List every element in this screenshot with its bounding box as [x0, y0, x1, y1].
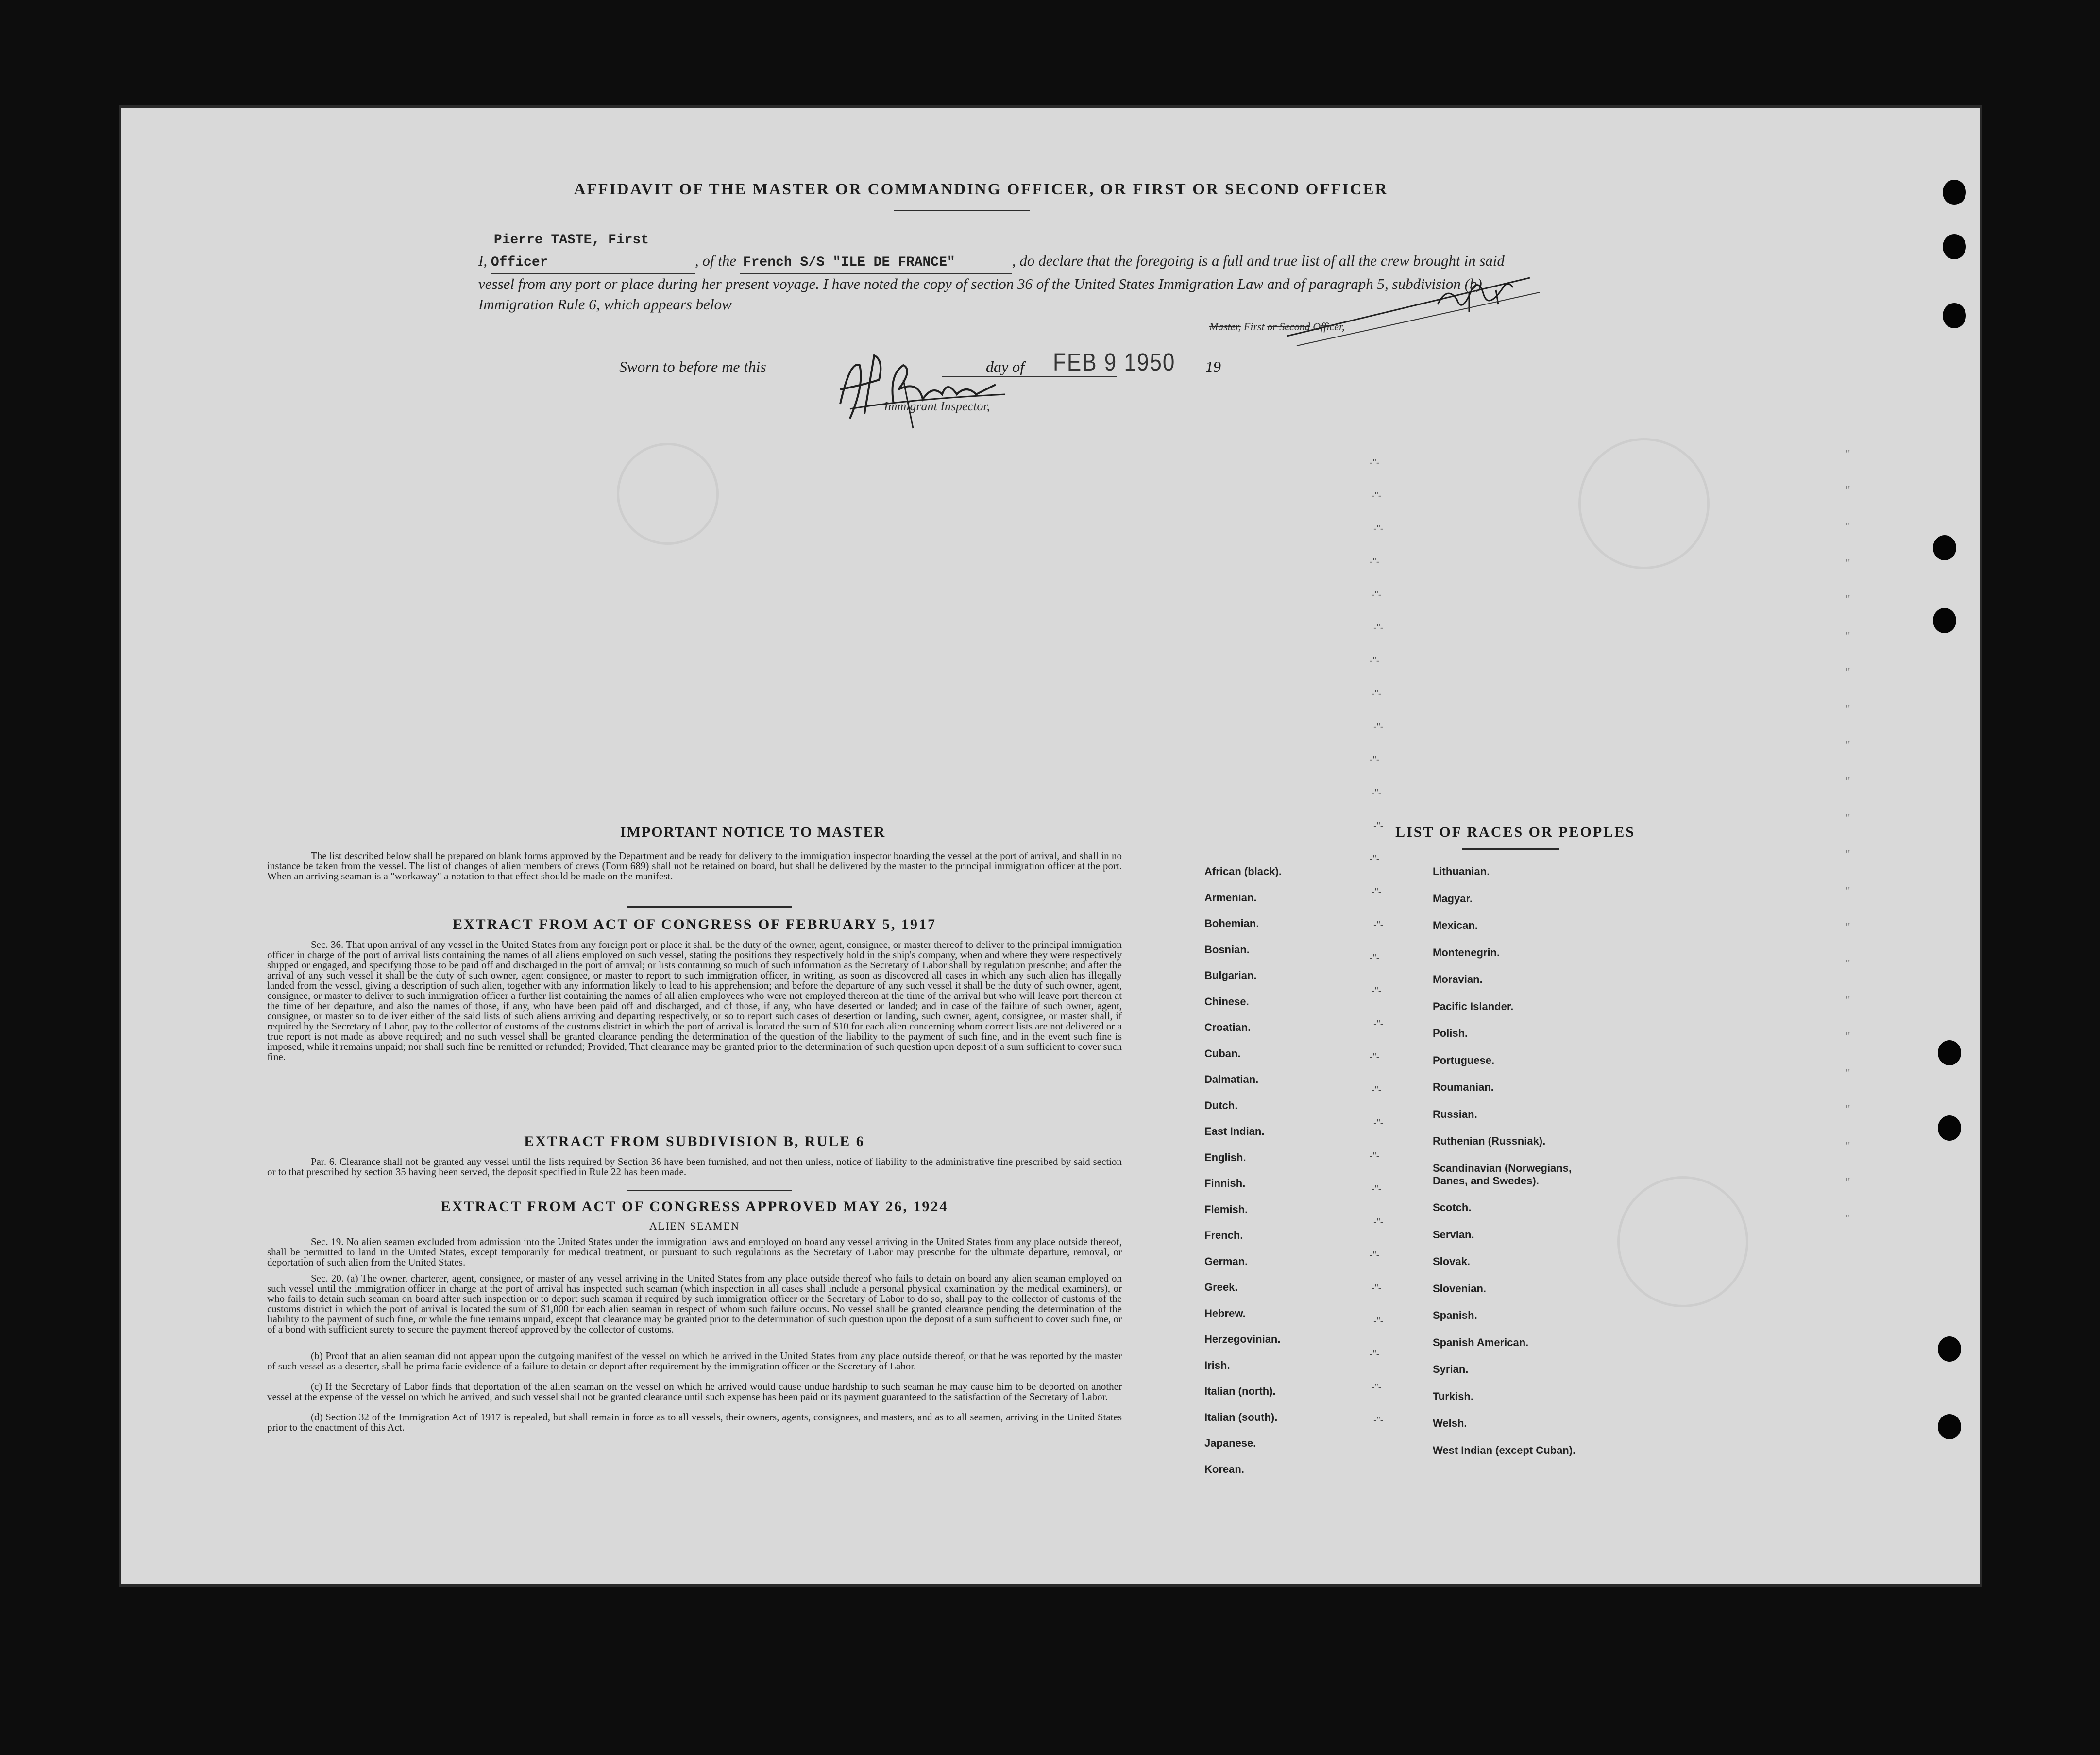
- race-item: French.: [1204, 1229, 1243, 1241]
- faint-stamp: [1578, 438, 1710, 569]
- ditto-mark: -"-: [1370, 457, 1380, 468]
- of-the-text: , of the: [694, 252, 737, 269]
- ditto-mark: -"-: [1373, 722, 1384, 732]
- row-quote-mark: ": [1846, 1176, 1850, 1189]
- row-quote-mark: ": [1846, 1140, 1850, 1152]
- race-item: Roumanian.: [1433, 1081, 1494, 1093]
- signer-second: or Second: [1267, 321, 1310, 333]
- race-item: German.: [1204, 1255, 1248, 1267]
- ditto-mark: -"-: [1373, 1019, 1384, 1029]
- ditto-mark: -"-: [1370, 557, 1380, 567]
- race-item: Mexican.: [1433, 919, 1478, 931]
- date-stamp: FEB 9 1950: [1053, 349, 1176, 376]
- punch-hole: [1933, 535, 1956, 560]
- extract-rule6-heading: EXTRACT FROM SUBDIVISION B, RULE 6: [524, 1133, 865, 1149]
- notice-text: The list described below shall be prepared on blank forms approved by the Department and be ready for delivery to the immigration inspector boarding the vessel at the port of arrival, and shall in no instance be taken from the vessel. The list of changes of alien members of crews (Form 689) shall not be retained on board, but shall be delivered by the master to the principal immigration officer at the port. When an arriving seaman is a "workaway" a notation to that effect should be made on the manifest.: [267, 850, 1122, 882]
- ship-name: French S/S "ILE DE FRANCE": [743, 255, 955, 270]
- faint-stamp: [617, 443, 719, 545]
- race-item: Russian.: [1433, 1108, 1477, 1120]
- row-quote-mark: ": [1846, 630, 1850, 642]
- ditto-mark: -"-: [1370, 755, 1380, 765]
- race-item: English.: [1204, 1151, 1246, 1164]
- race-item: Welsh.: [1433, 1417, 1467, 1429]
- race-item: Ruthenian (Russniak).: [1433, 1135, 1546, 1147]
- row-quote-mark: ": [1846, 739, 1850, 752]
- declaration-prefix: I,: [478, 252, 488, 269]
- extract-1924-sec20b: (b) Proof that an alien seaman did not appear upon the outgoing manifest of the vessel on which he arrived in the United States from any place outside thereof, or that he was reported by the master of such vessel as a deserter, shall be prima facie evidence of a failure to detain or deport after requirement by the immigration officer or the Secretary of Labor.: [267, 1350, 1122, 1372]
- ditto-mark: -"-: [1372, 1382, 1382, 1393]
- race-item: Flemish.: [1204, 1203, 1248, 1215]
- ditto-mark: -"-: [1373, 821, 1384, 831]
- row-quote-mark: ": [1846, 776, 1850, 788]
- manifest-page: [121, 108, 1980, 1584]
- row-quote-mark: ": [1846, 521, 1850, 533]
- race-item: Bulgarian.: [1204, 969, 1257, 981]
- race-item: Croatian.: [1204, 1021, 1251, 1033]
- race-item: Montenegrin.: [1433, 946, 1500, 959]
- row-quote-mark: ": [1846, 484, 1850, 497]
- signer-title: [1209, 321, 1345, 333]
- race-item: Magyar.: [1433, 892, 1473, 905]
- race-item: Spanish.: [1433, 1309, 1477, 1321]
- punch-hole: [1938, 1115, 1961, 1141]
- race-item: Pacific Islander.: [1433, 1000, 1514, 1012]
- row-quote-mark: ": [1846, 1030, 1850, 1043]
- punch-hole: [1943, 234, 1966, 259]
- row-quote-mark: ": [1846, 921, 1850, 934]
- ditto-mark: -"-: [1370, 1151, 1380, 1162]
- race-item: Armenian.: [1204, 891, 1257, 904]
- row-quote-mark: ": [1846, 557, 1850, 570]
- ditto-mark: -"-: [1370, 953, 1380, 963]
- ditto-mark: -"-: [1372, 1085, 1382, 1096]
- ditto-mark: -"-: [1373, 1316, 1384, 1327]
- ditto-mark: -"-: [1372, 689, 1382, 699]
- race-item: Slovenian.: [1433, 1282, 1487, 1295]
- sworn-prefix: Sworn to before me this: [619, 358, 766, 375]
- row-quote-mark: ": [1846, 703, 1850, 715]
- day-of-label: day of: [986, 358, 1025, 375]
- race-item: Servian.: [1433, 1228, 1474, 1241]
- race-item: West Indian (except Cuban).: [1433, 1444, 1576, 1456]
- notice-title: IMPORTANT NOTICE TO MASTER: [620, 824, 886, 840]
- race-item: Irish.: [1204, 1359, 1230, 1371]
- section-rule: [627, 1190, 792, 1191]
- extract-rule6-text: Par. 6. Clearance shall not be granted any vessel until the lists required by Section 36 have been furnished, and not then unless, notice of liability to the administrative fine prescribed by said section or to that prescribed by section 35 having been served, the deposit specified in Rule 22 has been made.: [267, 1156, 1122, 1178]
- ditto-mark: -"-: [1372, 490, 1382, 501]
- ditto-mark: -"-: [1373, 523, 1384, 534]
- race-item: Polish.: [1433, 1027, 1468, 1039]
- race-item: Bohemian.: [1204, 917, 1259, 929]
- section-rule: [627, 906, 792, 908]
- race-item: Italian (south).: [1204, 1411, 1278, 1423]
- row-quote-mark: ": [1846, 666, 1850, 679]
- race-item: Moravian.: [1433, 973, 1483, 985]
- race-item: Italian (north).: [1204, 1385, 1276, 1397]
- race-item: Hebrew.: [1204, 1307, 1246, 1319]
- signer-first: First: [1243, 321, 1265, 333]
- extract-1924-sec20c: (c) If the Secretary of Labor finds that deportation of the alien seaman on the vessel on which he arrived would cause undue hardship to such seaman he may cause him to be deported on another vessel at the expense of the vessel on which he arrived, and such vessel shall not be granted clearance until such expense has been paid or its payment guaranteed to the satisfaction of the Secretary of Labor.: [267, 1381, 1122, 1402]
- race-item: Dutch.: [1204, 1099, 1238, 1112]
- race-item: Syrian.: [1433, 1363, 1469, 1375]
- ditto-mark: -"-: [1370, 1250, 1380, 1261]
- races-rule: [1462, 848, 1559, 850]
- ditto-mark: -"-: [1373, 623, 1384, 633]
- declare-text: , do declare: [1012, 252, 1083, 269]
- row-quote-mark: ": [1846, 885, 1850, 897]
- row-quote-mark: ": [1846, 848, 1850, 861]
- ditto-mark: -"-: [1373, 1415, 1384, 1426]
- races-title: LIST OF RACES OR PEOPLES: [1395, 824, 1635, 840]
- punch-hole: [1943, 303, 1966, 328]
- punch-hole: [1938, 1040, 1961, 1065]
- signer-officer: Officer,: [1313, 321, 1345, 333]
- race-item: Lithuanian.: [1433, 865, 1490, 878]
- alien-seamen-subheading: ALIEN SEAMEN: [649, 1220, 740, 1232]
- race-item: Finnish.: [1204, 1177, 1246, 1189]
- punch-hole: [1938, 1414, 1961, 1439]
- race-item: East Indian.: [1204, 1125, 1265, 1137]
- signer-master: Master,: [1209, 321, 1241, 333]
- extract-1924-heading: EXTRACT FROM ACT OF CONGRESS APPROVED MAY 26, 1924: [440, 1198, 948, 1215]
- extract-1917-heading: EXTRACT FROM ACT OF CONGRESS OF FEBRUARY 5, 1917: [452, 916, 937, 932]
- ditto-mark: -"-: [1370, 656, 1380, 666]
- row-quote-mark: ": [1846, 1213, 1850, 1225]
- row-quote-mark: ": [1846, 593, 1850, 606]
- affidavit-title: AFFIDAVIT OF THE MASTER OR COMMANDING OFFICER, OR FIRST OR SECOND OFFICER: [574, 181, 1389, 198]
- ditto-mark: -"-: [1370, 1052, 1380, 1063]
- ditto-mark: -"-: [1370, 854, 1380, 864]
- ditto-mark: -"-: [1372, 986, 1382, 996]
- inspector-label: Immigrant Inspector,: [884, 399, 990, 413]
- ditto-mark: -"-: [1370, 1349, 1380, 1360]
- row-quote-mark: ": [1846, 812, 1850, 825]
- race-item: Greek.: [1204, 1281, 1238, 1293]
- declaration-body: that the foregoing is a full and true list of all the crew brought in said vessel from any port or place during her present voyage. I have noted the copy of section 36 of the United States Immigration Law and of paragraph 5, subdivision (b) Immigration Rule 6, which appears below: [478, 252, 1505, 313]
- ditto-mark: -"-: [1373, 1217, 1384, 1228]
- year-prefix: 19: [1205, 358, 1221, 375]
- row-quote-mark: ": [1846, 994, 1850, 1007]
- race-item: Spanish American.: [1433, 1336, 1529, 1349]
- race-item: Dalmatian.: [1204, 1073, 1259, 1085]
- punch-hole: [1938, 1336, 1961, 1362]
- race-item: Slovak.: [1433, 1255, 1471, 1267]
- faint-stamp: [1617, 1176, 1748, 1307]
- race-item: Bosnian.: [1204, 943, 1250, 956]
- race-item: Japanese.: [1204, 1437, 1256, 1449]
- punch-hole: [1943, 180, 1966, 205]
- race-item: African (black).: [1204, 865, 1282, 878]
- race-item: Chinese.: [1204, 995, 1249, 1008]
- title-rule: [894, 210, 1030, 211]
- race-item: Scotch.: [1433, 1201, 1472, 1214]
- officer-signature: [1277, 268, 1549, 351]
- extract-1924-sec20a: Sec. 20. (a) The owner, charterer, agent, consignee, or master of any vessel arriving in the United States from any place outside thereof who fails to detain on board any alien seaman employed on such vessel until the immigration officer in charge at the port of arrival has inspected such seaman (which inspection in all cases shall include a personal physical examination by the medical examiners), or who fails to detain such seaman on board after such inspection or to deport such seaman if required by such immigration officer or the Secretary of Labor to do so, shall pay to the collector of customs of the customs district in which the port of arrival is located the sum of $1,000 for each alien seaman in respect of whom such failure occurs. No vessel shall be granted clearance pending the determination of the liability to the payment of such fine, or while the fine remains unpaid, except that clearance may be granted prior to the determination of such question upon the deposit of a sum sufficient to cover such fine, or of a bond with sufficient surety to secure the payment thereof approved by the collector of customs.: [267, 1272, 1122, 1335]
- race-item: Portuguese.: [1433, 1054, 1495, 1066]
- row-quote-mark: ": [1846, 958, 1850, 970]
- race-item: Turkish.: [1433, 1390, 1473, 1402]
- ditto-mark: -"-: [1373, 1118, 1384, 1129]
- race-item: Scandinavian (Norwegians, Danes, and Swedes).: [1433, 1162, 1572, 1187]
- punch-hole: [1933, 608, 1956, 633]
- row-quote-mark: ": [1846, 448, 1850, 460]
- ditto-mark: -"-: [1372, 590, 1382, 600]
- extract-1924-sec19: Sec. 19. No alien seamen excluded from admission into the United States under the immigration laws and employed on board any vessel arriving in the United States from any place outside thereof, shall be permitted to land in the United States, except temporarily for medical treatment, or pursuant to such regulations as the Secretary of Labor may prescribe for the ultimate departure, removal, or deportation of such alien from the United States.: [267, 1236, 1122, 1268]
- ditto-mark: -"-: [1372, 887, 1382, 897]
- race-item: Korean.: [1204, 1463, 1244, 1475]
- ditto-mark: -"-: [1373, 920, 1384, 930]
- row-quote-mark: ": [1846, 1103, 1850, 1116]
- extract-1917-text: Sec. 36. That upon arrival of any vessel in the United States from any foreign port or place it shall be the duty of the owner, agent, consignee, or master thereof to deliver to the principal immigration officer in charge of the port of arrival lists containing the names of all aliens employed on such vessel, stating the positions they respectively hold in the ship's company, when and where they were respectively shipped or engaged, and specifying those to be paid off and discharged in the port of arrival; or lists containing so much of such information as the Secretary of Labor shall by regulation prescribe; and after the arrival of any such vessel it shall be the duty of such owner, agent consignee, or master to report to such immigration officer, in writing, as soon as discovered all cases in which any such alien has illegally landed from the vessel, giving a description of such alien, together with any information likely to lead to his apprehension; and before the departure of any such vessel it shall be the duty of such owner, agent, consignee, or master to deliver to such immigration officer a further list containing the names of all alien employees who were not employed thereon at the time of the arrival but who will leave port thereon at the time of her departure, and also the names of those, if any, who have been paid off and discharged, and of those, if any, who have deserted or landed; and in case of the failure of such owner, agent, consignee, or master so to deliver either of the said lists of such aliens arriving and departing respectively, or so to report such cases of desertion or landing, such owner, agent, consignee, or master shall, if required by the Secretary of Labor, pay to the collector of customs of the customs district in which the port of arrival is located the sum of $10 for each alien concerning whom correct lists are not delivered or a true report is not made as above required; and no such vessel shall be granted clearance pending the determination of the question of the liability to the payment of such fine, and in the event such fine is imposed, while it remains unpaid; nor shall such fine be remitted or refunded; Provided, That clearance may be granted prior to the determination of such question upon deposit of a sum sufficient to cover such fine.: [267, 939, 1122, 1063]
- extract-1924-sec20d: (d) Section 32 of the Immigration Act of 1917 is repealed, but shall remain in force as to all vessels, their owners, agents, consignees, and masters, and as to all seamen, arriving in the United States prior to the enactment of this Act.: [267, 1411, 1122, 1433]
- row-quote-mark: ": [1846, 1067, 1850, 1080]
- officer-name: Pierre TASTE, First Officer: [491, 233, 649, 270]
- ditto-mark: -"-: [1372, 1283, 1382, 1294]
- race-item: Cuban.: [1204, 1047, 1241, 1060]
- race-item: Herzegovinian.: [1204, 1333, 1281, 1345]
- ditto-mark: -"-: [1372, 788, 1382, 798]
- ditto-mark: -"-: [1372, 1184, 1382, 1195]
